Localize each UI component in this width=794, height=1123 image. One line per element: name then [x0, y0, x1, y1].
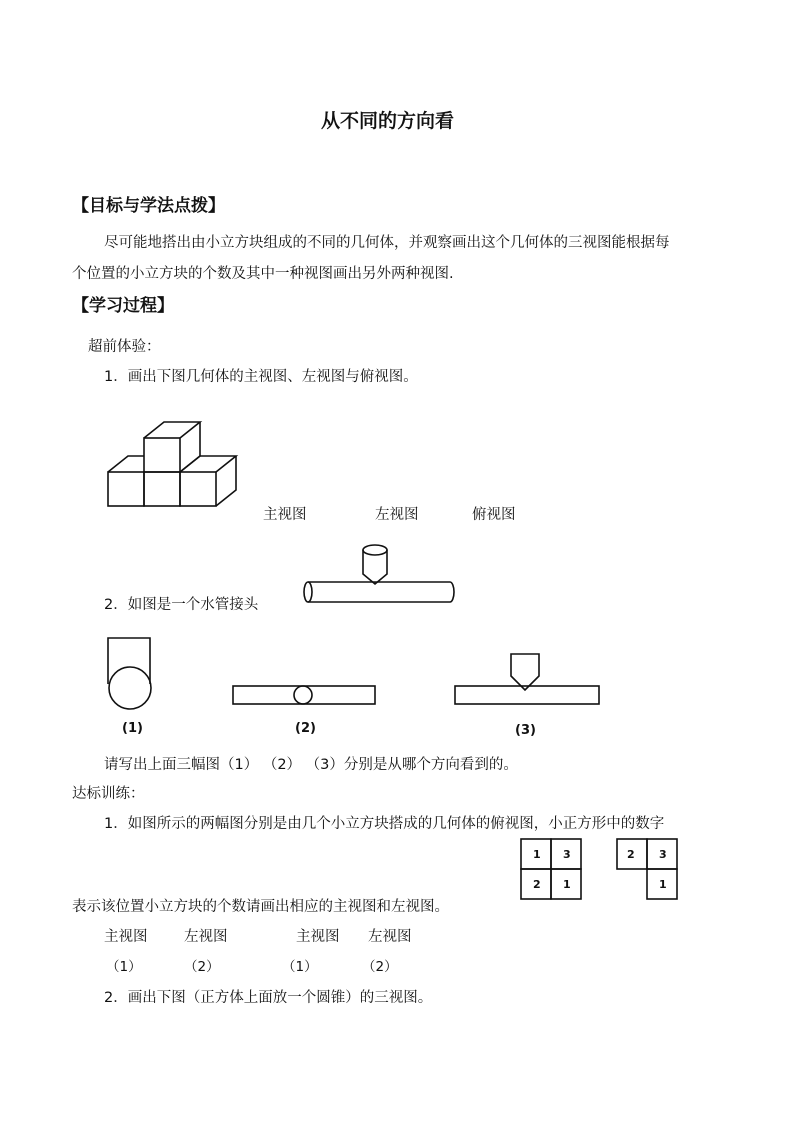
grid2-cell-0-1: 3	[659, 848, 667, 861]
goal-text-line2: 个位置的小立方块的个数及其中一种视图画出另外两种视图.	[72, 266, 454, 282]
grid1-cell-0-1: 3	[563, 848, 571, 861]
page-title: 从不同的方向看	[321, 110, 455, 132]
training-q2-text: 2．画出下图（正方体上面放一个圆锥）的三视图。	[104, 990, 433, 1006]
preview-label: 超前体验：	[88, 339, 161, 355]
grid1-cell-1-1: 1	[563, 878, 571, 891]
pipe-view-2	[231, 680, 381, 736]
grid2-cell-1-1: 1	[659, 878, 667, 891]
view-label-top: 俯视图	[472, 507, 516, 523]
grid2-cell-0-0: 2	[627, 848, 635, 861]
view-label-left: 左视图	[375, 507, 419, 523]
views-row-label-1: 主视图	[104, 929, 148, 945]
views-row-label-4: 左视图	[368, 929, 412, 945]
fig-label-1: (1)	[122, 721, 143, 736]
top-view-grid-2	[615, 837, 681, 901]
fig-label-2: (2)	[295, 721, 316, 736]
fig-label-3: (3)	[515, 723, 536, 738]
question-2-text: 2．如图是一个水管接头	[104, 597, 259, 613]
goal-heading: 【目标与学法点拨】	[72, 196, 225, 216]
pipe-view-1	[104, 634, 164, 734]
views-row-label-3: 主视图	[296, 929, 340, 945]
training-q1-line1: 1．如图所示的两幅图分别是由几个小立方块搭成的几何体的俯视图，小正方形中的数字	[104, 816, 665, 832]
goal-text-line1: 尽可能地搭出由小立方块组成的不同的几何体，并观察画出这个几何体的三视图能根据每	[104, 235, 670, 251]
cube-structure-figure	[106, 418, 238, 508]
num-row-label-4: （2）	[362, 959, 398, 975]
process-heading: 【学习过程】	[72, 296, 174, 316]
grid1-cell-1-0: 2	[533, 878, 541, 891]
view-label-front: 主视图	[263, 507, 307, 523]
grid1-cell-0-0: 1	[533, 848, 541, 861]
question-2-ask: 请写出上面三幅图（1） （2） （3）分别是从哪个方向看到的。	[104, 757, 518, 773]
pipe-view-3	[453, 650, 603, 740]
views-row-label-2: 左视图	[184, 929, 228, 945]
num-row-label-1: （1）	[106, 959, 142, 975]
num-row-label-2: （2）	[184, 959, 220, 975]
top-view-grid-1	[519, 837, 585, 901]
num-row-label-3: （1）	[282, 959, 318, 975]
question-1-text: 1．画出下图几何体的主视图、左视图与俯视图。	[104, 369, 418, 385]
training-q1-line2: 表示该位置小立方块的个数请画出相应的主视图和左视图。	[72, 899, 449, 915]
pipe-joint-figure	[300, 540, 460, 610]
training-heading: 达标训练：	[72, 786, 145, 802]
